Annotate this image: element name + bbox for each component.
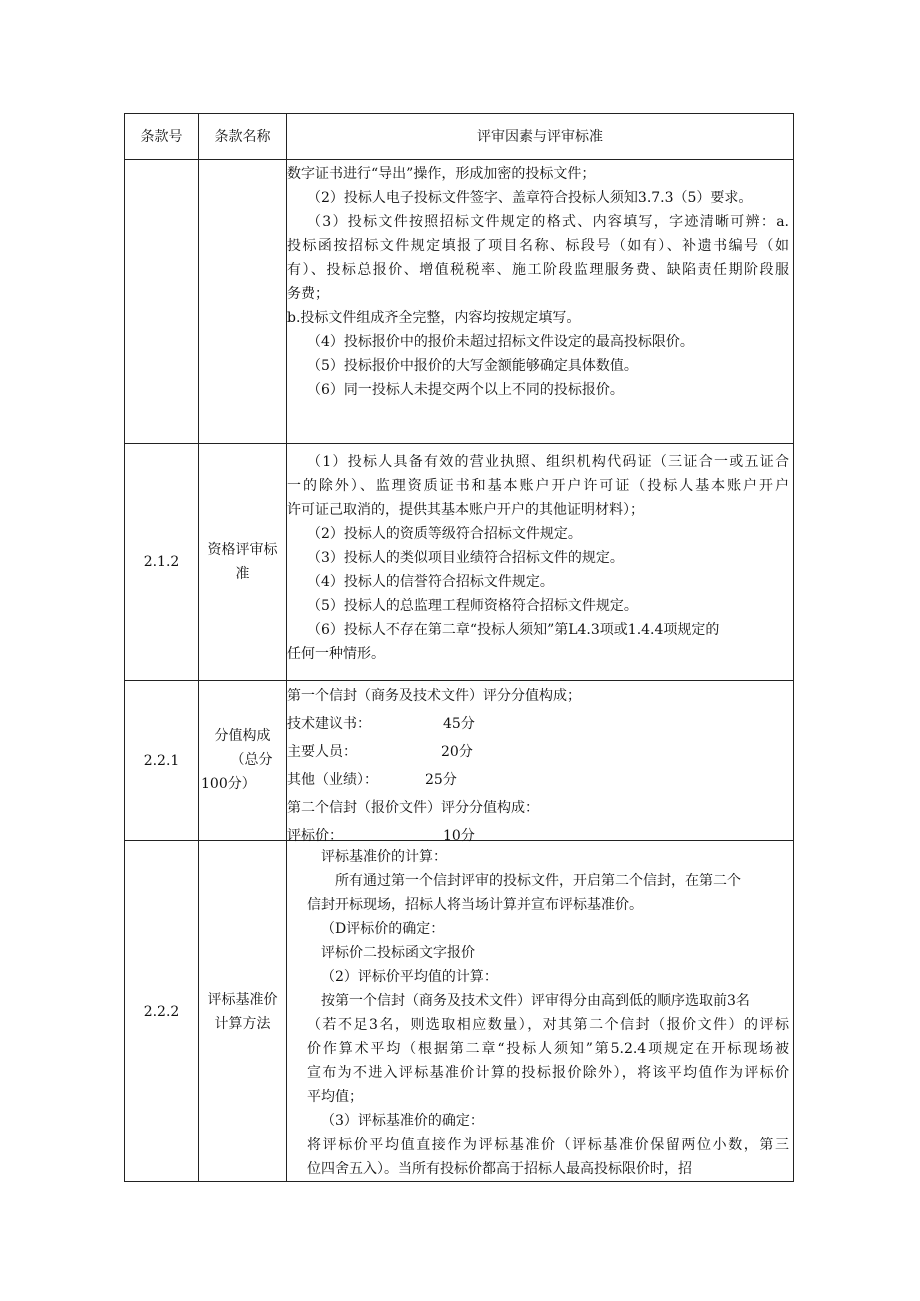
- clause-name-line: （总分: [230, 752, 273, 768]
- row4-criteria: [287, 845, 789, 1181]
- criteria-line: 有）、投标总报价、增值税税率、施工阶段监理服务费、缺陷责任期阶段服: [287, 262, 789, 278]
- clause-name-line: 100分）: [201, 776, 256, 792]
- score-label: 评标价：: [287, 828, 343, 844]
- score-value: 10分: [443, 828, 475, 844]
- header-clause-name: 条款名称: [214, 128, 271, 145]
- row1-criteria: [287, 162, 789, 402]
- clause-name-line: 准: [235, 566, 250, 582]
- criteria-line: （2）投标人的资质等级符合招标文件规定。: [307, 526, 582, 542]
- score-value: 25分: [425, 772, 457, 788]
- score-item: [287, 738, 789, 766]
- criteria-line: 一的除外）、监理资质证书和基本账户开户许可证（投标人基本账户开户: [287, 478, 789, 494]
- criteria-line: （6）投标人不存在第二章“投标人须知”第L4.3项或1.4.4项规定的: [307, 622, 720, 638]
- criteria-line: （D评标价的确定：: [321, 921, 445, 937]
- criteria-line: 价作算术平均（根据第二章“投标人须知”第5.2.4项规定在开标现场被: [307, 1041, 789, 1057]
- criteria-line: 所有通过第一个信封评审的投标文件，开启第二个信封，在第二个: [335, 873, 741, 889]
- criteria-line: （3）评标基准价的确定：: [321, 1113, 484, 1129]
- criteria-line: （3）投标文件按照招标文件规定的格式、内容填写，字迹清晰可辨：a.: [307, 214, 789, 230]
- row3-clause-number: 2.2.1: [143, 752, 180, 769]
- criteria-line: （5）投标人的总监理工程师资格符合招标文件规定。: [307, 598, 638, 614]
- clause-name-line: 计算方法: [214, 1016, 271, 1032]
- criteria-line: 许可证己取消的，提供其基本账户开户的其他证明材料）；: [287, 502, 644, 518]
- header-criteria: 评审因素与评审标准: [477, 128, 603, 145]
- row3-criteria: [287, 682, 789, 850]
- clause-name-line: 评标基准价: [207, 992, 278, 1008]
- row2-clause-name: [199, 444, 286, 680]
- criteria-line: 评标基准价的计算：: [321, 849, 447, 865]
- row3-clause-name: [199, 724, 286, 796]
- criteria-line: 平均值；: [307, 1089, 363, 1105]
- criteria-line: 数字证书进行“导出”操作，形成加密的投标文件；: [287, 166, 596, 182]
- row-divider: [125, 159, 793, 160]
- criteria-line: 将评标价平均值直接作为评标基准价（评标基准价保留两位小数，第三: [307, 1137, 789, 1153]
- score-item: [287, 710, 789, 738]
- row2-criteria: [287, 450, 789, 666]
- criteria-line: b.投标文件组成齐全完整，内容均按规定填写。: [287, 310, 581, 326]
- criteria-line: 宣布为不进入评标基准价计算的投标报价除外），将该平均值作为评标价: [307, 1065, 789, 1081]
- criteria-line: 按第一个信封（商务及技术文件）评审得分由高到低的顺序选取前3名: [321, 993, 750, 1009]
- score-label: 其他（业绩）：: [287, 772, 378, 788]
- row-divider: [125, 680, 793, 681]
- criteria-line: 务费；: [287, 286, 329, 302]
- criteria-line: 投标函按招标文件规定填报了项目名称、标段号（如有）、补遗书编号（如: [287, 238, 789, 254]
- criteria-line: （2）评标价平均值的计算：: [321, 969, 498, 985]
- criteria-line: 位四舍五入）。当所有投标价都高于招标人最高投标限价时，招: [307, 1161, 692, 1177]
- criteria-line: （2）投标人电子投标文件签字、盖章符合投标人须知3.7.3（5）要求。: [307, 190, 753, 206]
- criteria-line: （4）投标人的信誉符合招标文件规定。: [307, 574, 554, 590]
- row2-clause-number: 2.1.2: [143, 554, 180, 570]
- criteria-line: （6）同一投标人未提交两个以上不同的投标报价。: [307, 382, 624, 398]
- criteria-line: 任何一种情形。: [287, 646, 385, 662]
- criteria-line: （3）投标人的类似项目业绩符合招标文件的规定。: [307, 550, 624, 566]
- clause-name-line: 分值构成: [214, 728, 271, 744]
- envelope-one-title: 第一个信封（商务及技术文件）评分分值构成；: [287, 688, 581, 704]
- criteria-line: （4）投标报价中的报价未超过招标文件设定的最高投标限价。: [307, 334, 694, 350]
- criteria-line: 评标价二投标函文字报价: [321, 945, 475, 961]
- score-label: 主要人员：: [287, 744, 357, 760]
- criteria-line: （5）投标报价中报价的大写金额能够确定具体数值。: [307, 358, 638, 374]
- row4-clause-number: 2.2.2: [143, 1004, 180, 1020]
- score-value: 20分: [441, 744, 473, 760]
- score-item: [287, 766, 789, 794]
- criteria-line: （1）投标人具备有效的营业执照、组织机构代码证（三证合一或五证合: [307, 454, 789, 470]
- envelope-two-title: 第二个信封（报价文件）评分分值构成：: [287, 800, 539, 816]
- header-clause-number: 条款号: [140, 128, 183, 145]
- score-value: 45分: [443, 716, 475, 732]
- evaluation-table: [124, 113, 794, 1182]
- clause-name-line: 资格评审标: [207, 542, 278, 558]
- score-label: 技术建议书：: [287, 716, 371, 732]
- criteria-line: （若不足3名，则选取相应数量），对其第二个信封（报价文件）的评标: [307, 1017, 789, 1033]
- criteria-line: 信封开标现场，招标人将当场计算并宣布评标基准价。: [307, 897, 643, 913]
- row4-clause-name: [199, 841, 286, 1183]
